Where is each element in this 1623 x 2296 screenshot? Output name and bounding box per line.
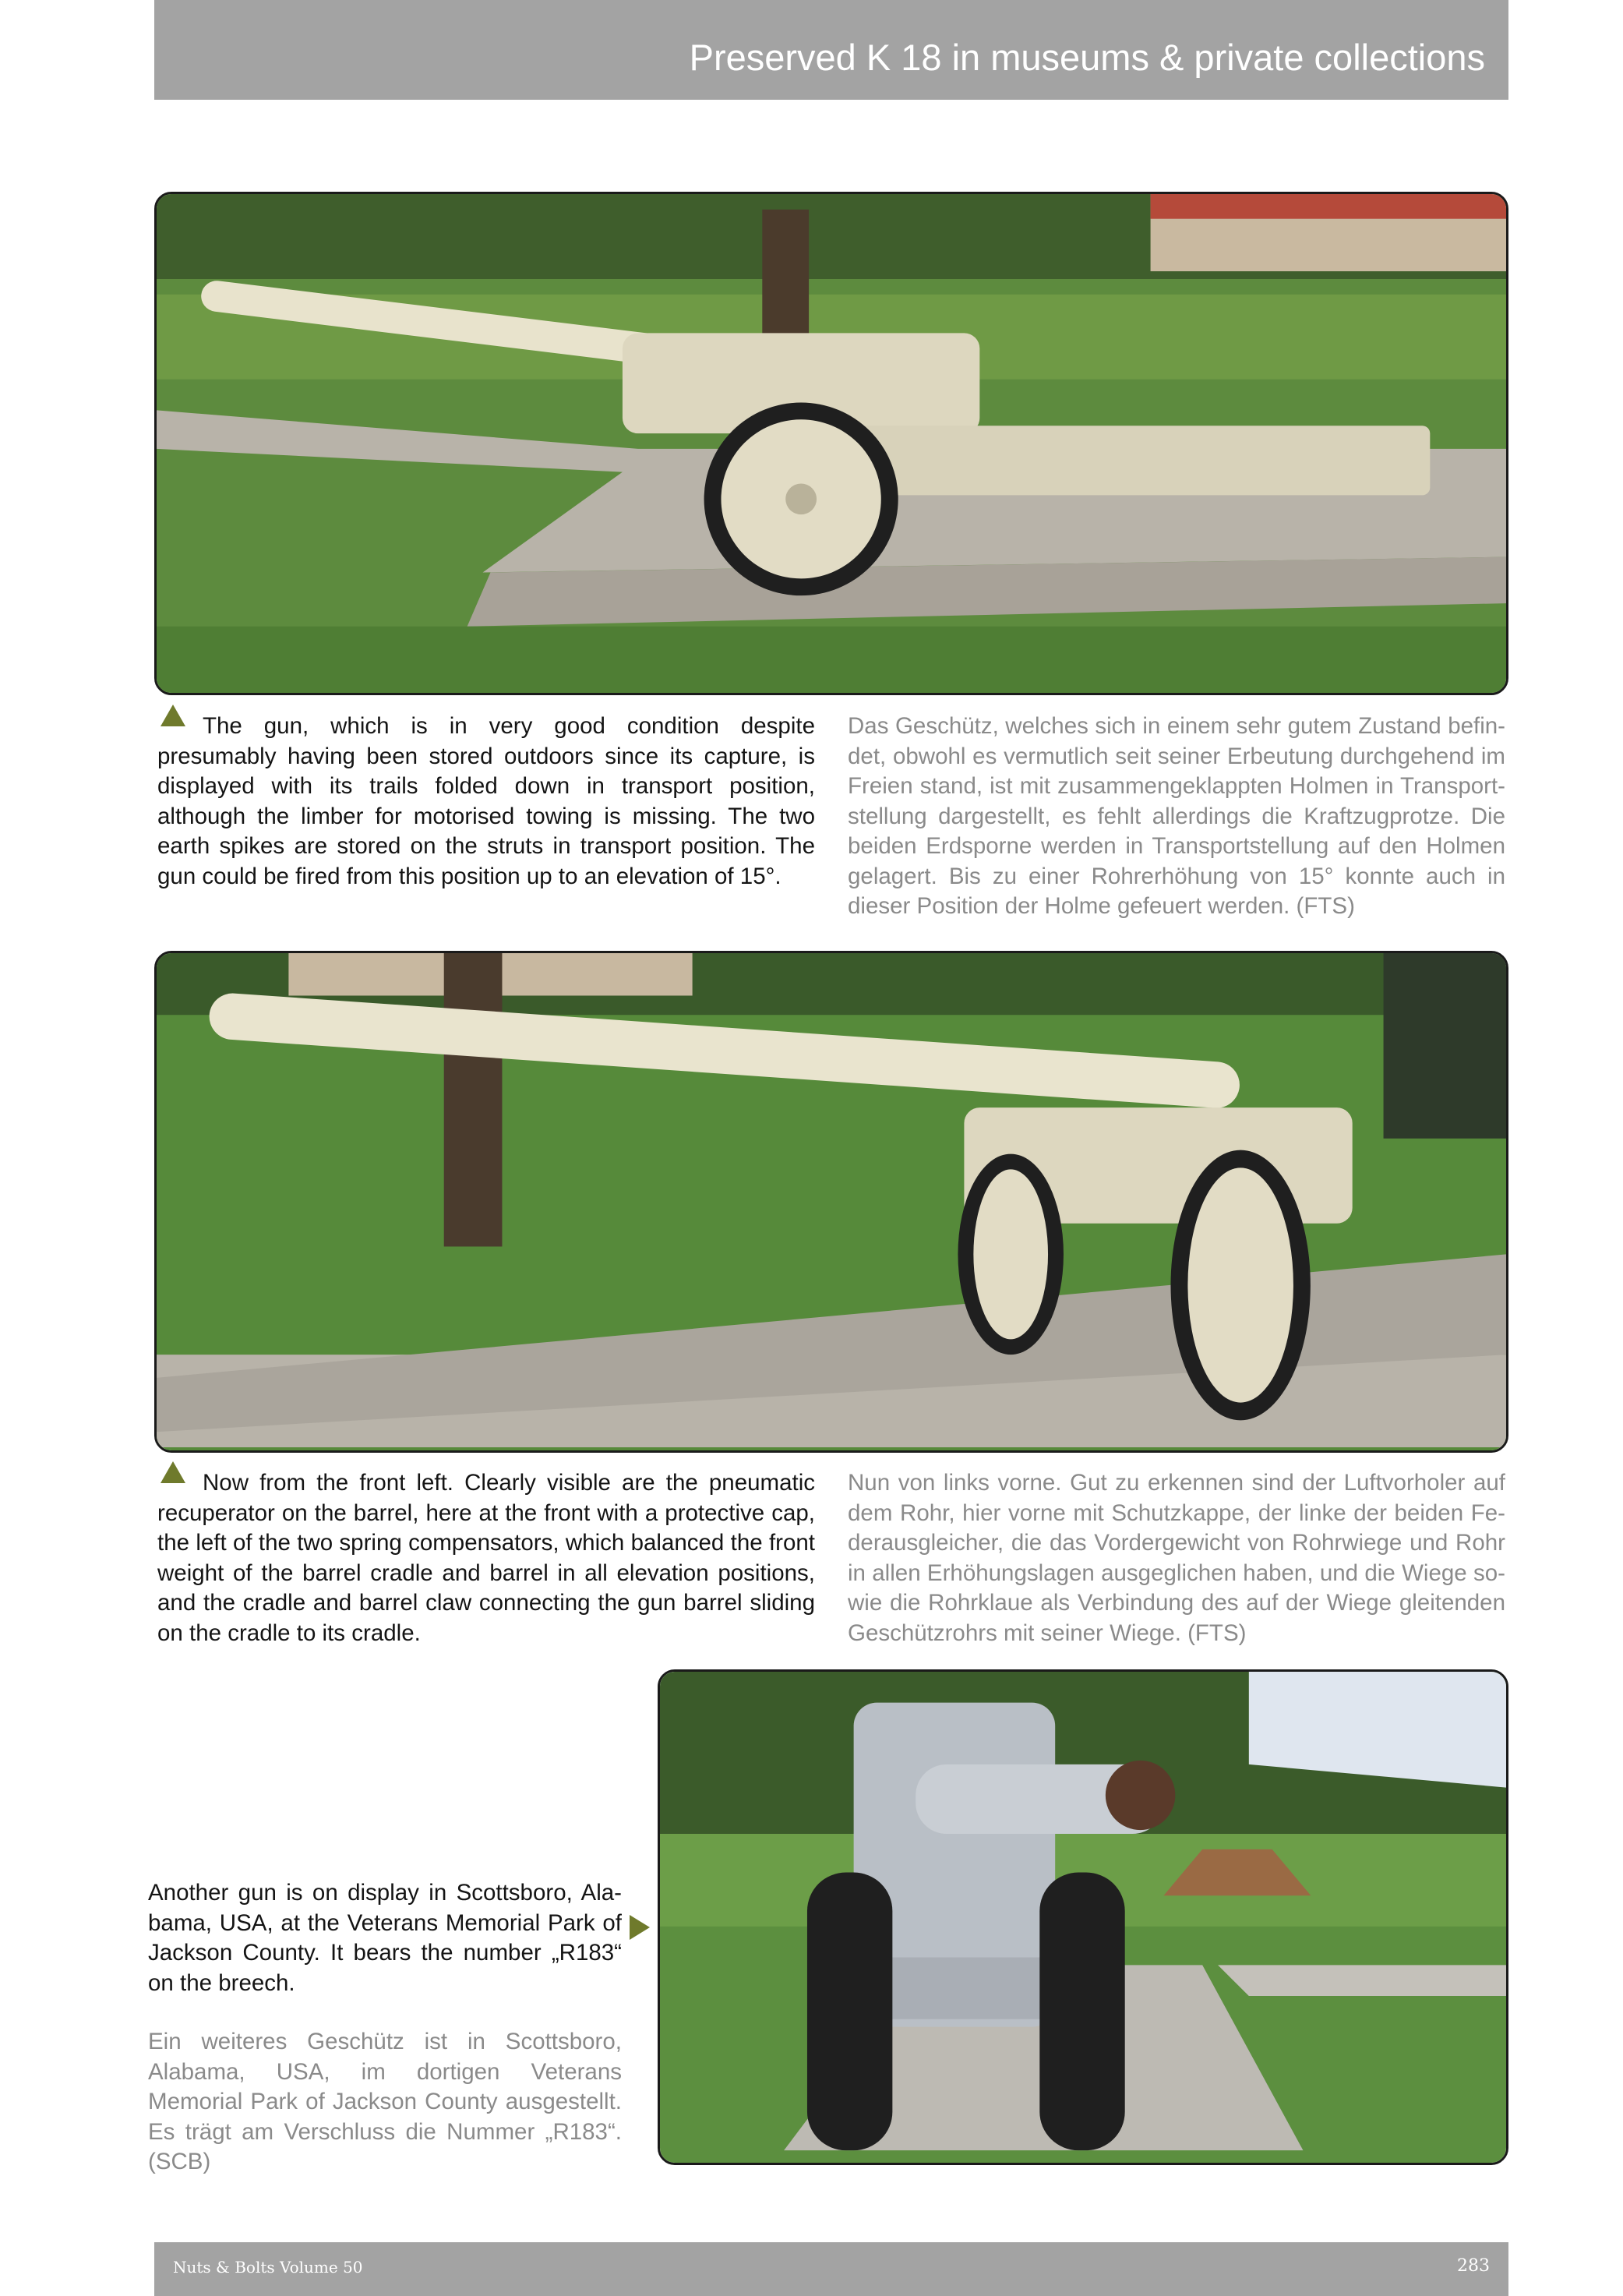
caption-marker-right-icon xyxy=(630,1915,650,1940)
photo-side-view xyxy=(154,192,1508,695)
publication-title: Nuts & Bolts Volume 50 xyxy=(173,2258,363,2277)
caption-two-english: Now from the front left. Clearly visible are the pneumatic recuperator on the barrel, here at the front with a protective cap, the left of the two spring compensators, which balanced the front weight of the barrel cradle and barrel in all elevation positions, and the cradle and barrel claw connecting the gun barrel sliding on the cradle to its cradle. xyxy=(157,1470,815,1646)
page-footer xyxy=(154,2242,1508,2296)
page-title: Preserved K 18 in museums & private collections xyxy=(689,37,1485,78)
page-number: 283 xyxy=(1457,2256,1490,2276)
photo-front-view xyxy=(658,1669,1508,2165)
caption-three-english: Another gun is on display in Scottsboro, Alabama, USA, at the Veterans Memorial Park of Jackson County. It bears the number „R183“ on the breech. xyxy=(148,1880,622,1996)
caption-one-english: The gun, which is in very good condition despite presumably having been stored outdoors since its capture, is displayed with its trails folded down in transport position, although the limber for motorised towing is missing. The two earth spikes are stored on the struts in transport position. The gun could be fired from this position up to an elevation of 15°. xyxy=(157,713,815,889)
page-header xyxy=(154,0,1508,100)
caption-two-german: Nun von links vorne. Gut zu erkennen sind der Luftvorholer auf dem Rohr, hier vorne mit Schutzkappe, der linke der beiden Federausgleicher, die das Vordergewicht von Rohrwiege und Rohr in allen Erhöhungslagen ausgeglichen haben, und die Wiege sowie die Rohrklaue als Verbindung des auf der Wiege gleitenden Geschützrohrs mit seiner Wiege. (FTS) xyxy=(848,1470,1505,1646)
caption-one-german: Das Geschütz, welches sich in einem sehr gutem Zustand befindet, obwohl es vermutlich seit seiner Erbeutung durchgehend im Freien stand, ist mit zusammengeklappten Holmen in Transportstellung dargestellt, es fehlt allerdings die Kraftzugprotze. Die beiden Erdsporne werden in Transportstellung auf den Holmen gelagert. Bis zu einer Rohrerhöhung von 15° konnte auch in dieser Position der Holme gefeuert werden. (FTS) xyxy=(848,713,1505,919)
caption-three-german: Ein weiteres Geschütz ist in Scottsboro, Alabama, USA, im dortigen Veterans Memorial Park of Jackson County ausgestellt. Es trägt am Verschluss die Nummer „R183“. (SCB) xyxy=(148,2029,622,2174)
photo-front-left xyxy=(154,951,1508,1453)
